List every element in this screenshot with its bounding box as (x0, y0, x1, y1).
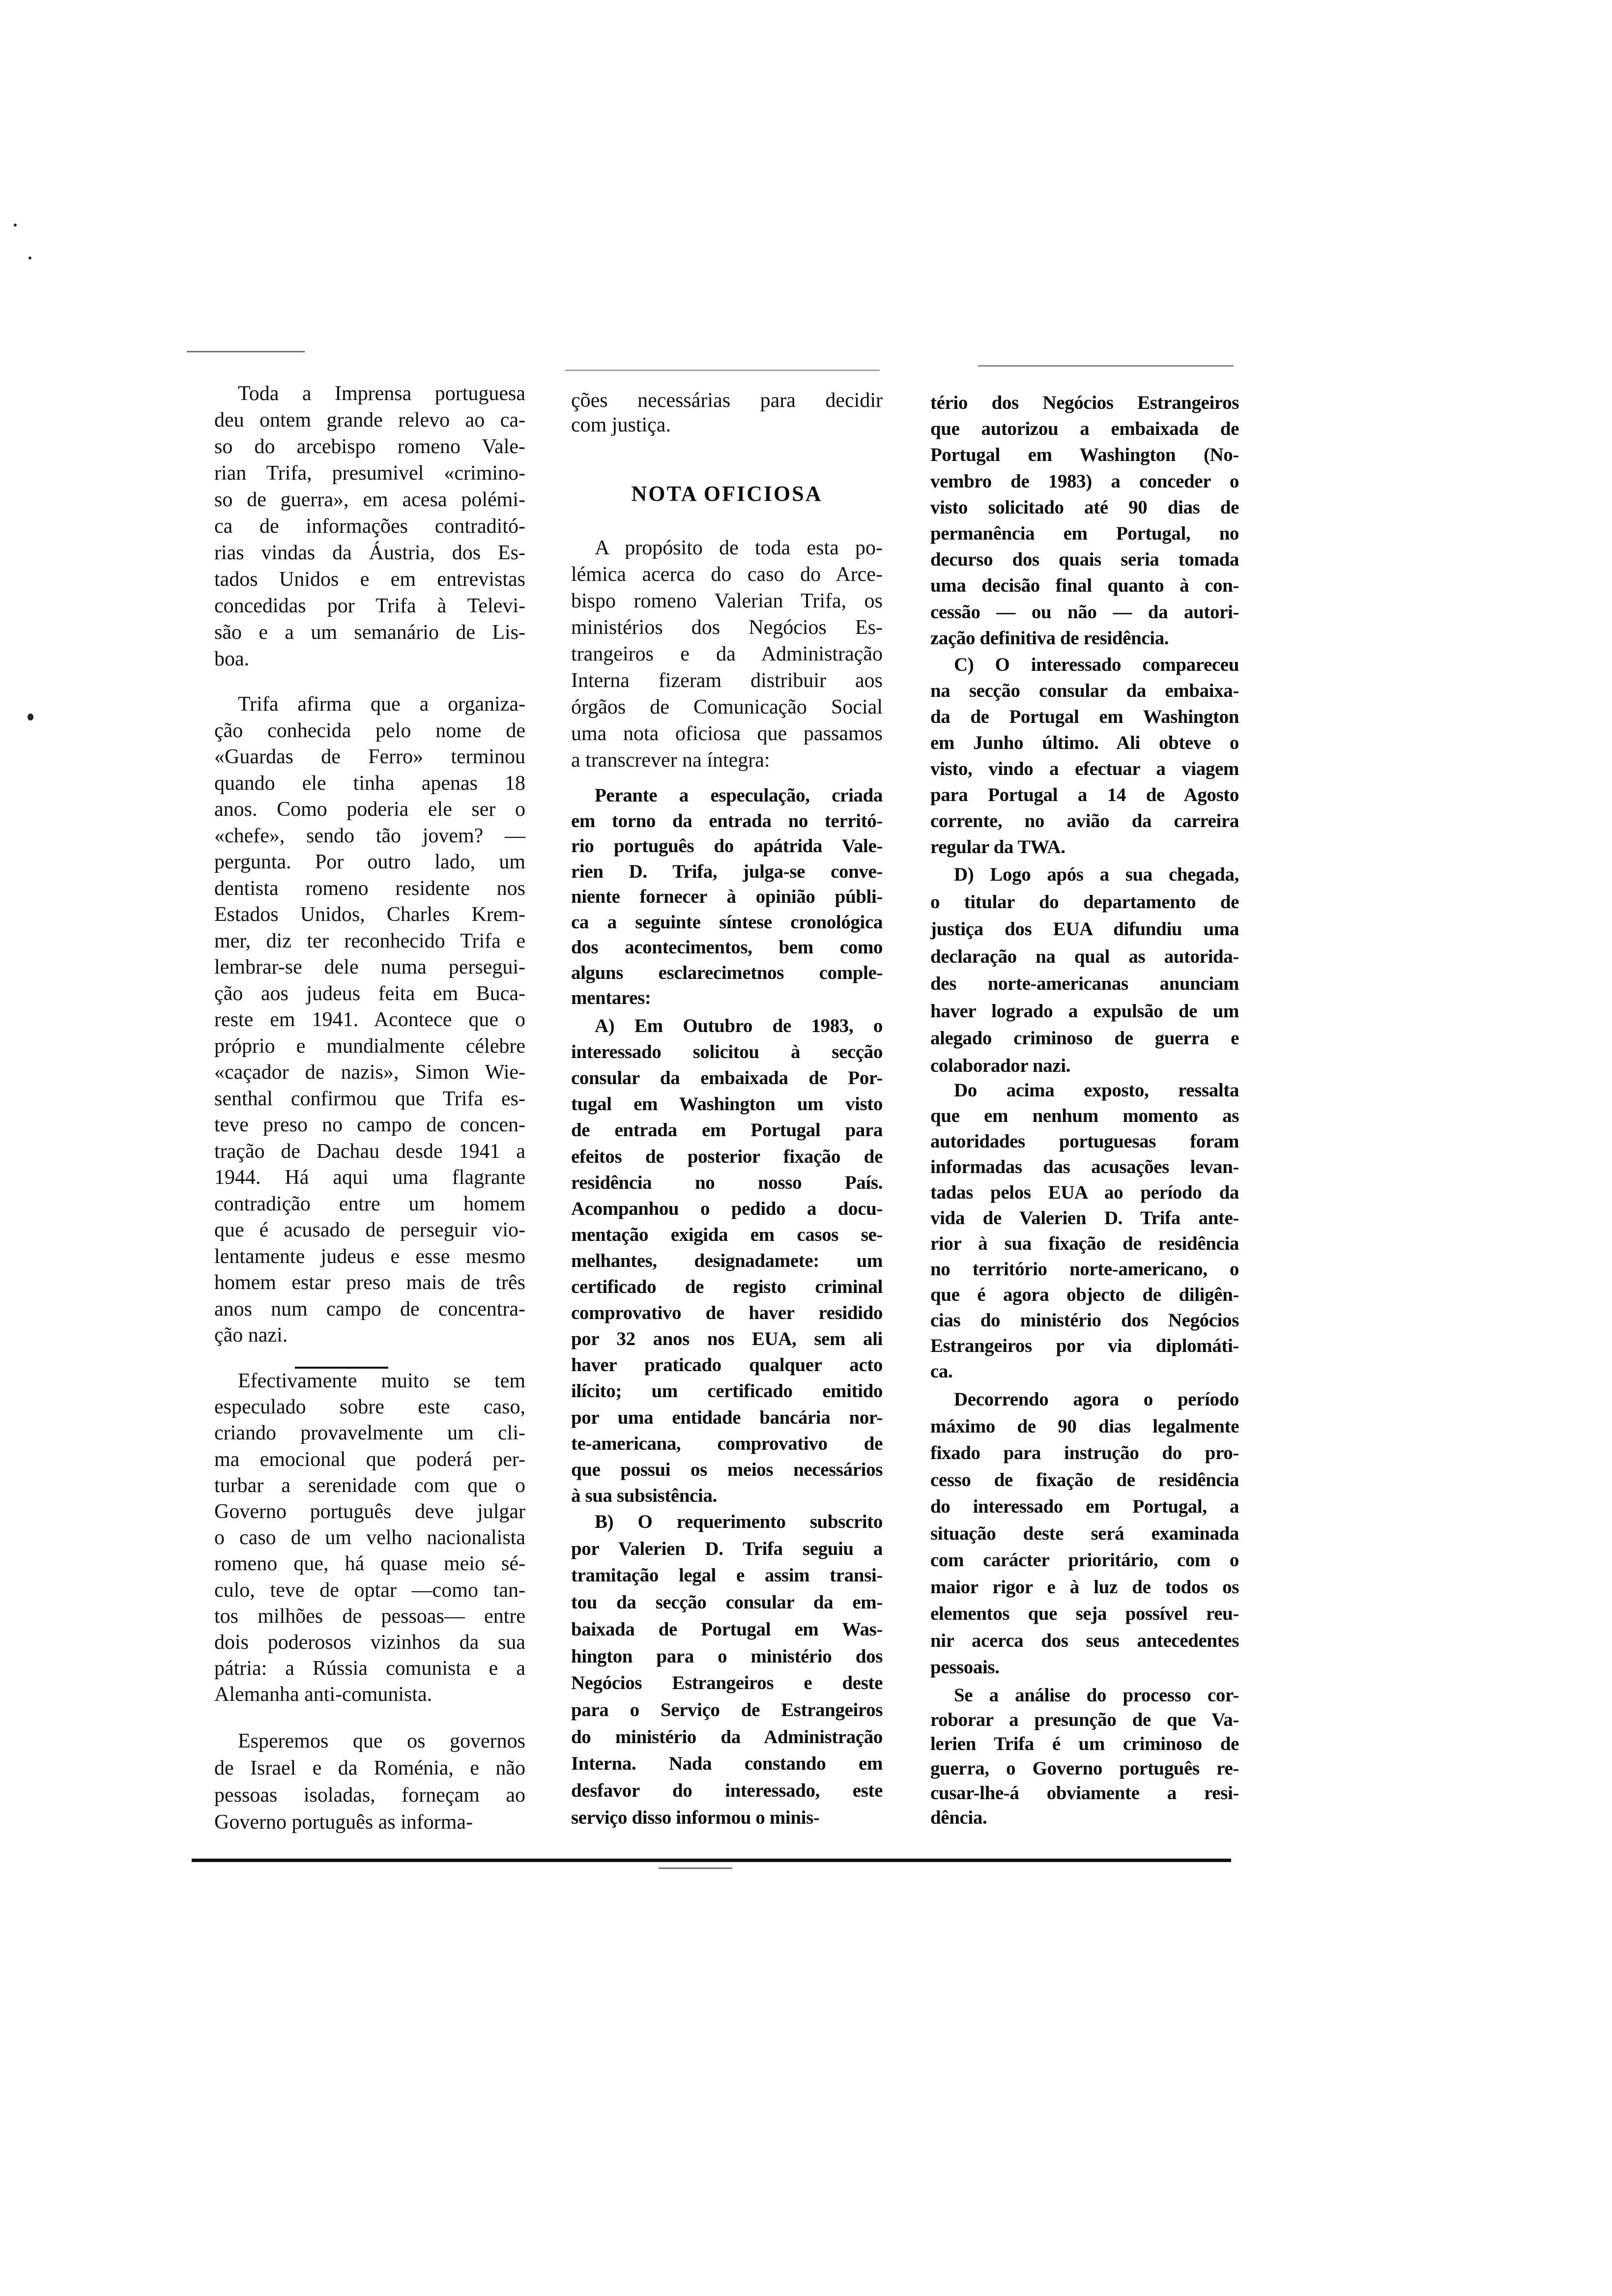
text-line: uma decisão final quanto à con- (930, 575, 1239, 596)
text-line: pessoas isoladas, forneçam ao (214, 1784, 525, 1807)
scan-noise-top (565, 370, 880, 371)
text-line: mer, diz ter reconhecido Trifa e (214, 930, 525, 952)
text-line: Governo português deve julgar (214, 1500, 525, 1523)
text-line: do interessado em Portugal, a (930, 1496, 1239, 1517)
text-line: so de guerra», em acesa polémi- (214, 488, 525, 511)
text-line: te-americana, comprovativo de (571, 1433, 883, 1454)
text-line: A propósito de toda esta po- (595, 537, 883, 559)
text-line: ca de informações contraditó- (214, 515, 525, 538)
text-line: autoridades portuguesas foram (930, 1131, 1239, 1152)
text-line: do ministério da Administração (571, 1726, 883, 1748)
text-line: Toda a Imprensa portuguesa (238, 382, 525, 405)
text-line: órgãos de Comunicação Social (571, 696, 883, 718)
text-line: rior à sua fixação de residência (930, 1233, 1239, 1254)
text-line: tos milhões de pessoas— entre (214, 1605, 525, 1628)
scan-speck (14, 224, 17, 227)
text-line: Trifa afirma que a organiza- (238, 693, 525, 716)
text-line: o caso de um velho nacionalista (214, 1526, 525, 1549)
text-line: pátria: a Rússia comunista e a (214, 1657, 525, 1680)
text-line: so do arcebispo romeno Vale- (214, 435, 525, 458)
text-line: alguns esclarecimetnos comple- (571, 962, 883, 983)
text-line: à sua subsistência. (571, 1485, 717, 1506)
scan-noise-top (978, 365, 1234, 367)
text-line: Do acima exposto, ressalta (954, 1080, 1239, 1101)
text-line: dois poderosos vizinhos da sua (214, 1631, 525, 1654)
text-line: maior rigor e à luz de todos os (930, 1577, 1239, 1598)
nota-oficiosa-heading: NOTA OFICIOSA (631, 482, 823, 506)
text-line: C) O interessado compareceu (954, 654, 1239, 675)
text-line: mentares: (571, 987, 651, 1008)
text-line: por 32 anos nos EUA, sem ali (571, 1328, 883, 1349)
text-line: niente fornecer à opinião públi- (571, 886, 883, 907)
text-line: boa. (214, 648, 250, 670)
text-line: concedidas por Trifa à Televi- (214, 595, 525, 617)
text-line: desfavor do interessado, este (571, 1780, 883, 1801)
text-line: reste em 1941. Acontece que o (214, 1008, 525, 1031)
text-line: corrente, no avião da carreira (930, 810, 1239, 832)
text-line: rian Trifa, presumivel «crimino- (214, 462, 525, 485)
text-line: serviço disso informou o minis- (571, 1807, 820, 1828)
text-line: situação deste será examinada (930, 1523, 1239, 1544)
text-line: o titular do departamento de (930, 891, 1239, 913)
scan-speck (29, 257, 31, 259)
text-line: decurso dos quais seria tomada (930, 549, 1239, 570)
text-line: teve preso no campo de concen- (214, 1114, 525, 1136)
text-line: visto solicitado até 90 dias de (930, 497, 1239, 518)
text-line: ilícito; um certificado emitido (571, 1380, 883, 1402)
text-line: próprio e mundialmente célebre (214, 1035, 525, 1058)
text-line: tério dos Negócios Estrangeiros (930, 392, 1239, 413)
text-line: colaborador nazi. (930, 1055, 1070, 1076)
text-line: rias vindas da Áustria, dos Es- (214, 542, 525, 564)
text-line: para Portugal a 14 de Agosto (930, 784, 1239, 805)
text-line: Perante a especulação, criada (595, 785, 883, 806)
text-line: de entrada em Portugal para (571, 1119, 883, 1141)
text-line: tugal em Washington um visto (571, 1093, 883, 1115)
text-line: especulado sobre este caso, (214, 1396, 525, 1418)
text-line: culo, teve de optar —como tan- (214, 1579, 525, 1602)
text-line: tramitação legal e assim transi- (571, 1565, 883, 1586)
text-line: trangeiros e da Administração (571, 643, 883, 665)
text-line: de Israel e da Roménia, e não (214, 1757, 525, 1779)
text-line: para o Serviço de Estrangeiros (571, 1699, 883, 1721)
text-line: no território norte-americano, o (930, 1259, 1239, 1280)
text-line: Portugal em Washington (No- (930, 444, 1239, 465)
text-line: melhantes, designadamete: um (571, 1250, 883, 1271)
text-line: criando provavelmente um cli- (214, 1422, 525, 1444)
text-line: lembrar-se dele numa persegui- (214, 956, 525, 978)
text-line: roborar a presunção de que Va- (930, 1709, 1239, 1730)
text-line: com justiça. (571, 414, 671, 436)
text-line: Esperemos que os governos (238, 1730, 525, 1752)
text-line: a transcrever na íntegra: (571, 749, 770, 772)
text-line: permanência em Portugal, no (930, 523, 1239, 544)
text-line: homem estar preso mais de três (214, 1271, 525, 1294)
text-line: ca. (930, 1361, 953, 1382)
text-line: «chefe», sendo tão jovem? — (214, 825, 525, 847)
text-line: que é acusado de perseguir vio- (214, 1219, 525, 1241)
text-line: baixada de Portugal em Was- (571, 1619, 883, 1640)
text-line: deu ontem grande relevo ao ca- (214, 409, 525, 431)
text-line: haver praticado qualquer acto (571, 1354, 883, 1376)
text-line: fixado para instrução do pro- (930, 1442, 1239, 1464)
text-line: lerien Trifa é um criminoso de (930, 1733, 1239, 1754)
text-line: ção nazi. (214, 1324, 288, 1347)
text-line: certificado de registo criminal (571, 1276, 883, 1297)
text-line: em Junho último. Ali obteve o (930, 732, 1239, 753)
text-line: senthal confirmou que Trifa es- (214, 1088, 525, 1110)
text-line: turbar a serenidade com que o (214, 1474, 525, 1497)
text-line: elementos que seja possível reu- (930, 1603, 1239, 1624)
text-line: guerra, o Governo português re- (930, 1758, 1239, 1779)
text-line: ministérios dos Negócios Es- (571, 616, 883, 639)
text-line: pergunta. Por outro lado, um (214, 851, 525, 873)
text-line: lémica acerca do caso do Arce- (571, 563, 883, 586)
text-line: anos. Como poderia ele ser o (214, 798, 525, 821)
text-line: nir acerca dos seus antecedentes (930, 1630, 1239, 1651)
text-line: Estrangeiros por via diplomáti- (930, 1335, 1239, 1356)
text-line: por uma entidade bancária nor- (571, 1407, 883, 1428)
text-line: são e a um semanário de Lis- (214, 621, 525, 644)
text-line: comprovativo de haver residido (571, 1302, 883, 1323)
text-line: bispo romeno Valerian Trifa, os (571, 590, 883, 612)
text-line: alegado criminoso de guerra e (930, 1028, 1239, 1049)
text-line: que autorizou a embaixada de (930, 418, 1239, 439)
text-line: interessado solicitou à secção (571, 1041, 883, 1062)
text-line: Negócios Estrangeiros e deste (571, 1672, 883, 1693)
scan-noise-bottom (659, 1867, 732, 1869)
text-line: cessão — ou não — da autori- (930, 602, 1239, 623)
text-line: visto, vindo a efectuar a viagem (930, 758, 1239, 779)
text-line: B) O requerimento subscrito (595, 1511, 883, 1532)
text-line: na secção consular da embaixa- (930, 680, 1239, 701)
text-line: ma emocional que poderá per- (214, 1448, 525, 1471)
text-line: ções necessárias para decidir (571, 389, 883, 412)
text-line: dentista romeno residente nos (214, 877, 525, 900)
text-line: tou da secção consular da em- (571, 1592, 883, 1613)
text-line: «Guardas de Ferro» terminou (214, 746, 525, 768)
text-line: hington para o ministério dos (571, 1646, 883, 1667)
text-line: vida de Valerien D. Trifa ante- (930, 1207, 1239, 1229)
text-line: vembro de 1983) a conceder o (930, 471, 1239, 492)
text-line: tados Unidos e em entrevistas (214, 568, 525, 591)
text-line: pessoais. (930, 1657, 1000, 1678)
text-line: cesso de fixação de residência (930, 1469, 1239, 1491)
text-line: 1944. Há aqui uma flagrante (214, 1166, 525, 1189)
text-line: tração de Dachau desde 1941 a (214, 1140, 525, 1163)
text-line: des norte-americanas anunciam (930, 973, 1239, 994)
text-line: regular da TWA. (930, 836, 1065, 858)
text-line: Interna. Nada constando em (571, 1753, 883, 1774)
text-line: A) Em Outubro de 1983, o (595, 1015, 883, 1036)
text-line: Decorrendo agora o período (954, 1389, 1239, 1410)
text-line: declaração na qual as autorida- (930, 946, 1239, 967)
text-line: uma nota oficiosa que passamos (571, 722, 883, 745)
bottom-rule (192, 1859, 1231, 1862)
text-line: zação definitiva de residência. (930, 628, 1169, 649)
text-line: dência. (930, 1807, 987, 1828)
text-line: lentamente judeus e esse mesmo (214, 1245, 525, 1268)
text-line: Efectivamente muito se tem (238, 1370, 525, 1392)
text-line: D) Logo após a sua chegada, (954, 864, 1239, 885)
text-line: mentação exigida em casos se- (571, 1224, 883, 1245)
text-line: máximo de 90 dias legalmente (930, 1416, 1239, 1437)
text-line: que em nenhum momento as (930, 1105, 1239, 1126)
text-line: efeitos de posterior fixação de (571, 1146, 883, 1167)
text-line: justiça dos EUA difundiu uma (930, 918, 1239, 940)
text-line: que possui os meios necessários (571, 1459, 883, 1480)
text-line: romeno que, há quase meio sé- (214, 1552, 525, 1575)
text-line: Estados Unidos, Charles Krem- (214, 903, 525, 926)
text-line: haver logrado a expulsão de um (930, 1001, 1239, 1022)
text-line: Interna fizeram distribuir aos (571, 669, 883, 692)
text-line: em torno da entrada no territó- (571, 810, 883, 832)
text-line: Alemanha anti-comunista. (214, 1683, 432, 1706)
text-line: cusar-lhe-á obviamente a resi- (930, 1782, 1239, 1804)
text-line: com carácter prioritário, com o (930, 1550, 1239, 1571)
scan-noise-top (187, 351, 305, 352)
text-line: Se a análise do processo cor- (954, 1685, 1239, 1706)
text-line: Acompanhou o pedido a docu- (571, 1198, 883, 1219)
text-line: ção conhecida pelo nome de (214, 719, 525, 742)
text-line: Governo português as informa- (214, 1811, 473, 1834)
text-line: contradição entre um homem (214, 1193, 525, 1215)
text-line: tadas pelos EUA ao período da (930, 1182, 1239, 1203)
text-line: rien D. Trifa, julga-se conve- (571, 861, 883, 882)
text-line: consular da embaixada de Por- (571, 1067, 883, 1089)
text-line: informadas das acusações levan- (930, 1156, 1239, 1177)
scan-speck (28, 714, 33, 720)
text-line: residência no nosso País. (571, 1172, 883, 1193)
text-line: da de Portugal em Washington (930, 706, 1239, 727)
text-line: por Valerien D. Trifa seguiu a (571, 1538, 883, 1559)
text-line: rio português do apátrida Vale- (571, 835, 883, 857)
text-line: quando ele tinha apenas 18 (214, 772, 525, 795)
text-line: anos num campo de concentra- (214, 1298, 525, 1320)
text-line: dos acontecimentos, bem como (571, 937, 883, 958)
text-line: que é agora objecto de diligên- (930, 1284, 1239, 1305)
text-line: ca a seguinte síntese cronológica (571, 912, 883, 933)
text-line: «caçador de nazis», Simon Wie- (214, 1061, 525, 1084)
text-line: cias do ministério dos Negócios (930, 1310, 1239, 1331)
text-line: ção aos judeus feita em Buca- (214, 982, 525, 1005)
